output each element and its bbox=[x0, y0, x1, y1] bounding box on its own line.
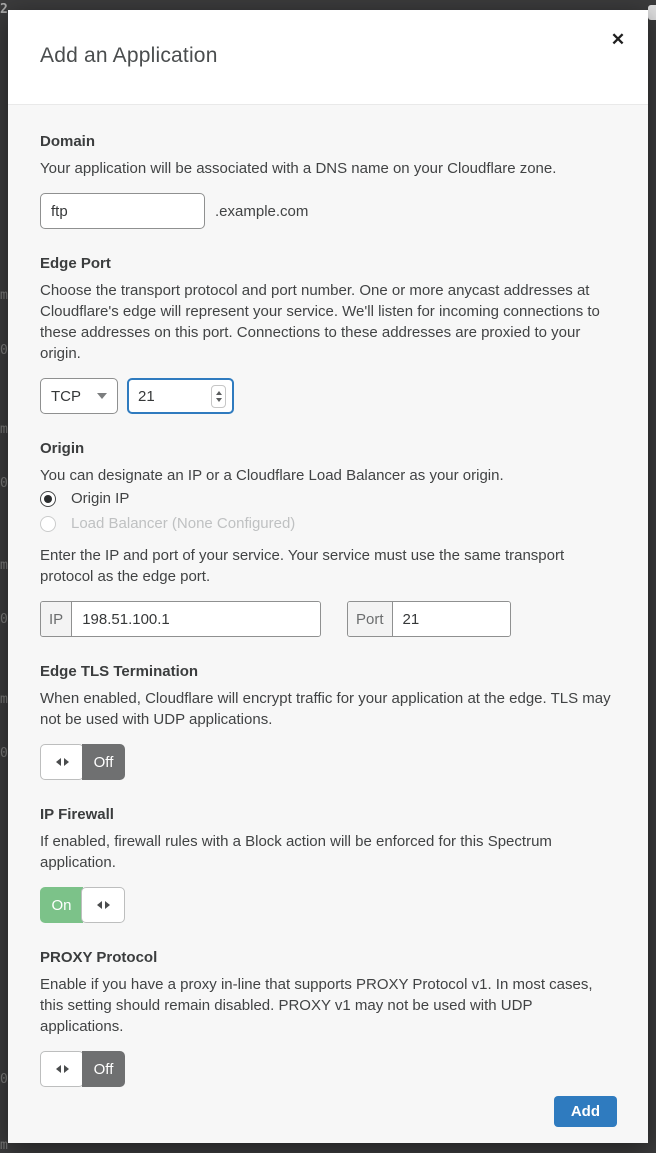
proxy-protocol-toggle-state: Off bbox=[82, 1051, 125, 1087]
protocol-select-value: TCP bbox=[51, 387, 81, 405]
toggle-arrows-icon bbox=[56, 1065, 61, 1073]
port-prefix-label: Port bbox=[348, 602, 393, 636]
add-button[interactable]: Add bbox=[554, 1096, 617, 1127]
radio-load-balancer-label: Load Balancer (None Configured) bbox=[71, 515, 296, 532]
proxy-protocol-section bbox=[40, 949, 616, 1087]
radio-origin-ip-label: Origin IP bbox=[71, 490, 130, 507]
toggle-arrows-icon bbox=[105, 901, 110, 909]
background-page-fragment bbox=[648, 5, 656, 20]
radio-unselected-icon bbox=[40, 516, 56, 532]
background-text-fragment: 0 bbox=[0, 343, 8, 358]
edge-tls-description: When enabled, Cloudflare will encrypt traffic for your application at the edge. TLS may not be used with UDP applications. bbox=[40, 690, 611, 728]
toggle-arrows-icon bbox=[64, 1065, 69, 1073]
stepper-down-icon[interactable] bbox=[216, 398, 222, 402]
modal-body bbox=[8, 105, 648, 1143]
edge-port-input[interactable] bbox=[127, 378, 234, 414]
edge-port-description: Choose the transport protocol and port number. One or more anycast addresses at Cloudflare's edge will represent your service. We'll listen for incoming connections to these addresses on this port. Connections to these addresses are proxied to your origin. bbox=[40, 282, 600, 362]
proxy-protocol-toggle[interactable] bbox=[40, 1051, 125, 1087]
background-text-fragment: 0 bbox=[0, 476, 8, 491]
ip-prefix-label: IP bbox=[41, 602, 72, 636]
radio-load-balancer bbox=[40, 515, 616, 532]
toggle-handle[interactable] bbox=[40, 1051, 84, 1087]
origin-ip-description: Enter the IP and port of your service. Your service must use the same transport protocol as the edge port. bbox=[40, 547, 565, 585]
origin-section bbox=[40, 440, 616, 637]
background-text-fragment: 0 bbox=[0, 612, 8, 627]
radio-selected-icon[interactable] bbox=[40, 491, 56, 507]
background-text-fragment: m bbox=[0, 1138, 8, 1153]
edge-port-label: Edge Port bbox=[40, 255, 111, 272]
edge-tls-toggle[interactable] bbox=[40, 744, 125, 780]
number-stepper[interactable] bbox=[211, 385, 226, 408]
toggle-arrows-icon bbox=[56, 758, 61, 766]
close-icon[interactable]: ✕ bbox=[606, 28, 630, 52]
ip-firewall-toggle-state: On bbox=[40, 887, 83, 923]
domain-input[interactable] bbox=[40, 193, 205, 229]
origin-ip-input-group bbox=[40, 601, 321, 637]
background-text-fragment: m bbox=[0, 558, 8, 573]
modal-header bbox=[8, 10, 648, 105]
domain-suffix: .example.com bbox=[215, 202, 309, 220]
toggle-handle[interactable] bbox=[40, 744, 84, 780]
origin-radio-group bbox=[40, 490, 616, 532]
background-text-fragment: m bbox=[0, 422, 8, 437]
edge-tls-toggle-state: Off bbox=[82, 744, 125, 780]
chevron-down-icon bbox=[97, 393, 107, 399]
domain-section bbox=[40, 133, 616, 229]
toggle-arrows-icon bbox=[97, 901, 102, 909]
add-application-modal bbox=[8, 10, 648, 1143]
background-text-fragment: 2 bbox=[0, 2, 8, 17]
background-text-fragment: 0 bbox=[0, 1072, 8, 1087]
stepper-up-icon[interactable] bbox=[216, 391, 222, 395]
edge-tls-label: Edge TLS Termination bbox=[40, 663, 199, 680]
edge-tls-section bbox=[40, 663, 616, 780]
domain-label: Domain bbox=[40, 133, 96, 150]
modal-footer bbox=[40, 1096, 616, 1127]
edge-port-value: 21 bbox=[138, 387, 155, 405]
origin-port-input[interactable] bbox=[393, 602, 510, 636]
modal-title: Add an Application bbox=[40, 44, 218, 67]
radio-origin-ip[interactable] bbox=[40, 490, 616, 507]
edge-port-section bbox=[40, 255, 616, 414]
origin-label: Origin bbox=[40, 440, 85, 457]
background-text-fragment: m bbox=[0, 692, 8, 707]
protocol-select[interactable] bbox=[40, 378, 118, 414]
origin-description: You can designate an IP or a Cloudflare Load Balancer as your origin. bbox=[40, 467, 504, 484]
origin-ip-input[interactable] bbox=[72, 602, 320, 636]
origin-port-input-group bbox=[347, 601, 511, 637]
background-text-fragment: 0 bbox=[0, 746, 8, 761]
proxy-protocol-description: Enable if you have a proxy in-line that supports PROXY Protocol v1. In most cases, this setting should remain disabled. PROXY v1 may not be used with UDP applications. bbox=[40, 976, 593, 1035]
domain-description: Your application will be associated with a DNS name on your Cloudflare zone. bbox=[40, 160, 557, 177]
ip-firewall-description: If enabled, firewall rules with a Block action will be enforced for this Spectrum application. bbox=[40, 833, 552, 871]
ip-firewall-label: IP Firewall bbox=[40, 806, 114, 823]
proxy-protocol-label: PROXY Protocol bbox=[40, 949, 158, 966]
toggle-handle[interactable] bbox=[81, 887, 125, 923]
background-text-fragment: m bbox=[0, 288, 8, 303]
ip-firewall-section bbox=[40, 806, 616, 923]
toggle-arrows-icon bbox=[64, 758, 69, 766]
ip-firewall-toggle[interactable] bbox=[40, 887, 125, 923]
